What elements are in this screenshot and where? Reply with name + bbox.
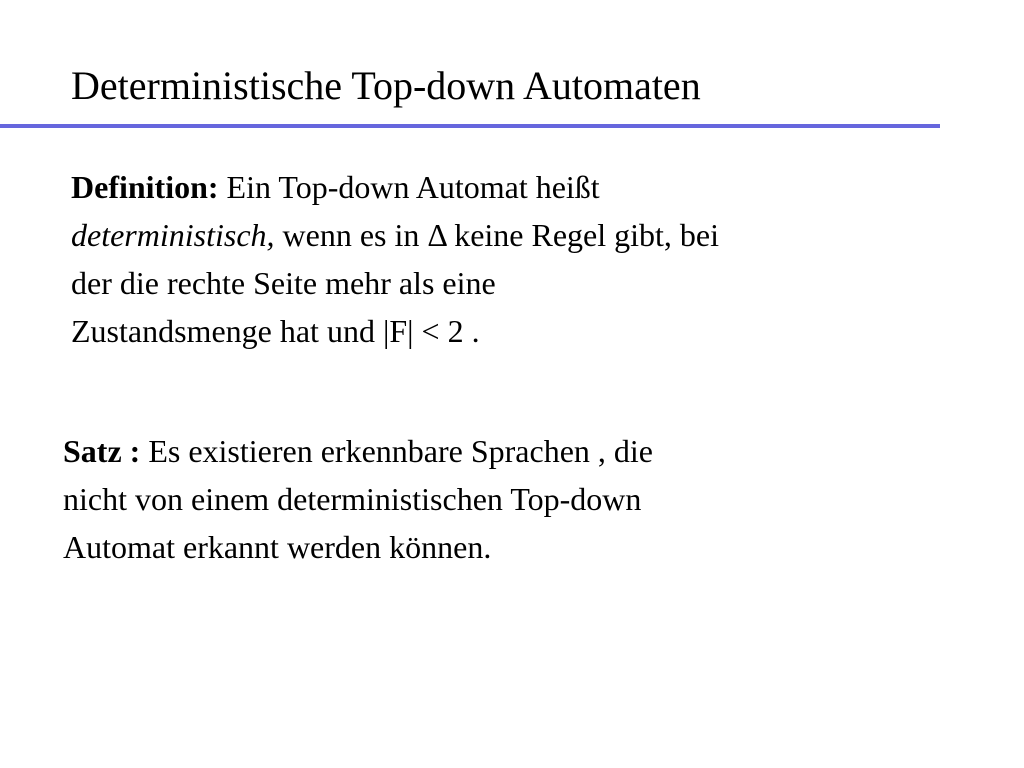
theorem-block — [63, 427, 963, 571]
definition-line-3: der die rechte Seite mehr als eine — [71, 265, 496, 301]
definition-line-1 — [71, 163, 971, 211]
definition-label: Definition: — [71, 169, 219, 205]
definition-line-2 — [71, 211, 971, 259]
definition-text-1: Ein Top-down Automat heißt — [218, 169, 600, 205]
definition-line-4: Zustandsmenge hat und |F| < 2 . — [71, 313, 480, 349]
definition-text-2: wenn es in Δ keine Regel gibt, bei — [274, 217, 720, 253]
definition-block — [71, 163, 971, 355]
definition-term: deterministisch, — [71, 217, 275, 253]
title-divider — [0, 124, 940, 128]
theorem-text-1: Es existieren erkennbare Sprachen , die — [140, 433, 653, 469]
slide-title: Deterministische Top-down Automaten — [71, 63, 701, 108]
theorem-line-1 — [63, 427, 963, 475]
theorem-label: Satz : — [63, 433, 141, 469]
theorem-line-2: nicht von einem deterministischen Top-down — [63, 481, 642, 517]
theorem-line-3: Automat erkannt werden können. — [63, 529, 492, 565]
